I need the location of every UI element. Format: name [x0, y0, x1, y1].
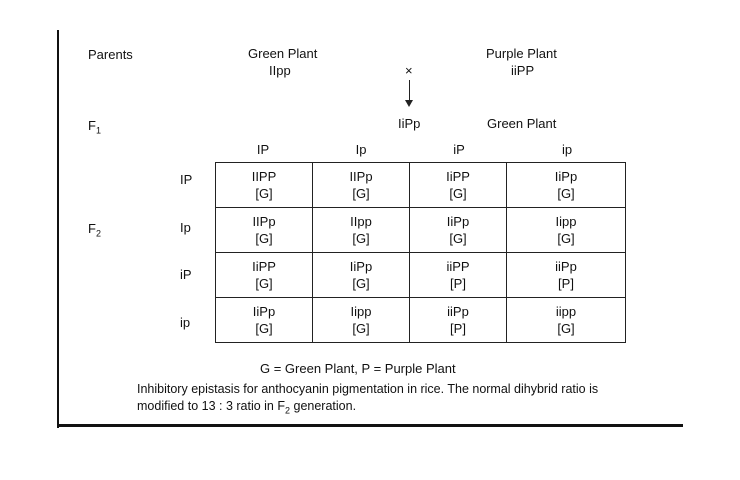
cell-genotype: IIPp [252, 214, 276, 229]
caption-line-2: modified to 13 : 3 ratio in $F_2$ generation. [137, 399, 357, 416]
f2-label: $F_2$ [88, 221, 101, 239]
row-header-ip: ip [180, 315, 191, 330]
cell-phenotype: [G] [255, 186, 273, 201]
punnett-cell [313, 163, 410, 208]
cell-phenotype: [G] [352, 321, 370, 336]
row-header-Ip: Ip [180, 220, 191, 235]
cell-phenotype: [G] [557, 321, 575, 336]
cell-genotype: IIPp [349, 169, 373, 184]
caption-line-1: Inhibitory epistasis for anthocyanin pigmentation in rice. The normal dihybrid ratio is [137, 382, 599, 396]
cell-phenotype: [P] [450, 276, 466, 291]
punnett-cell [507, 253, 626, 298]
cell-phenotype: [G] [255, 321, 273, 336]
punnett-row [216, 298, 626, 343]
cell-genotype: iiPP [446, 259, 470, 274]
punnett-row [216, 208, 626, 253]
cell-genotype: IIpp [350, 214, 372, 229]
f1-label: $F_1$ [88, 118, 101, 136]
punnett-cell [410, 298, 507, 343]
cell-genotype: IiPp [252, 304, 276, 319]
punnett-cell [410, 208, 507, 253]
column-header-IP: IP [256, 142, 270, 157]
punnett-cell [507, 208, 626, 253]
cell-genotype: Iipp [555, 214, 577, 229]
punnett-cell [216, 253, 313, 298]
punnett-row [216, 253, 626, 298]
cell-phenotype: [G] [255, 231, 273, 246]
cross-symbol: × [405, 63, 413, 78]
punnett-cell [216, 163, 313, 208]
cell-genotype: IiPp [446, 214, 470, 229]
punnett-cell [410, 163, 507, 208]
left-border-rule [57, 30, 59, 428]
cell-phenotype: [P] [450, 321, 466, 336]
f1-phenotype: Green Plant [487, 116, 557, 131]
punnett-cell [216, 298, 313, 343]
cell-phenotype: [G] [557, 231, 575, 246]
punnett-cell [507, 163, 626, 208]
cell-phenotype: [G] [352, 231, 370, 246]
bottom-border-rule [57, 424, 683, 427]
column-header-ip: ip [561, 142, 573, 157]
row-header-iP: iP [180, 267, 192, 282]
punnett-cell [313, 208, 410, 253]
cell-genotype: iiPp [447, 304, 469, 319]
column-header-iP: iP [453, 142, 465, 157]
cell-phenotype: [G] [352, 276, 370, 291]
punnett-cell [507, 298, 626, 343]
cross-arrow-shaft [409, 80, 410, 102]
cell-genotype: iiPp [555, 259, 577, 274]
purple-parent-genotype: iiPP [511, 63, 535, 78]
punnett-cell [313, 253, 410, 298]
punnett-row [216, 163, 626, 208]
cell-genotype: IiPP [252, 259, 276, 274]
cell-genotype: Iipp [350, 304, 372, 319]
column-header-Ip: Ip [355, 142, 367, 157]
cell-genotype: IiPp [554, 169, 578, 184]
green-parent-title: Green Plant [248, 46, 318, 61]
purple-parent-title: Purple Plant [486, 46, 557, 61]
punnett-cell [410, 253, 507, 298]
legend: G = Green Plant, P = Purple Plant [260, 361, 456, 376]
cell-genotype: IIPP [251, 169, 277, 184]
cell-phenotype: [G] [255, 276, 273, 291]
cell-genotype: IiPP [446, 169, 470, 184]
cross-arrow-head [405, 100, 413, 107]
row-header-IP: IP [180, 172, 193, 187]
cell-phenotype: [P] [558, 276, 574, 291]
f1-genotype: IiPp [398, 116, 421, 131]
cell-genotype: IiPp [349, 259, 373, 274]
parents-label: Parents [88, 47, 133, 62]
punnett-square [215, 162, 626, 343]
punnett-cell [216, 208, 313, 253]
cell-phenotype: [G] [557, 186, 575, 201]
cell-phenotype: [G] [449, 231, 467, 246]
cell-genotype: iipp [555, 304, 577, 319]
green-parent-genotype: IIpp [269, 63, 291, 78]
cell-phenotype: [G] [449, 186, 467, 201]
cell-phenotype: [G] [352, 186, 370, 201]
punnett-cell [313, 298, 410, 343]
